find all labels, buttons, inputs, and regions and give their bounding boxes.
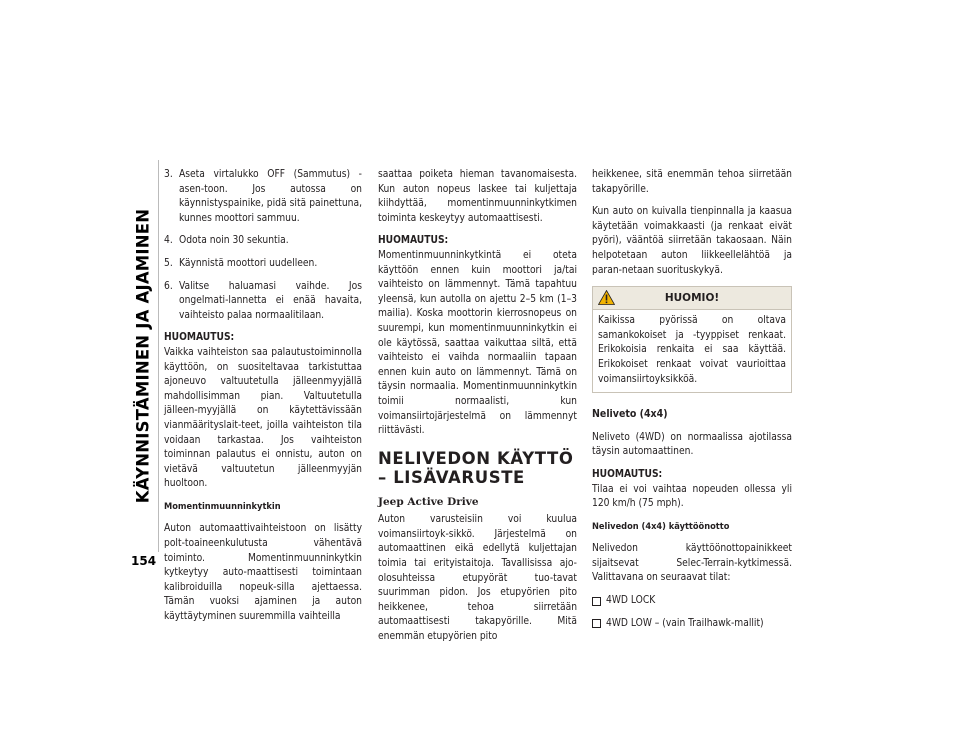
list-number: 4.: [164, 235, 173, 247]
paragraph: Nelivedon käyttöönottopainikkeet sijaitsevat Selec-Terrain-kytkimessä. Valittavana on seuraavat tilat:: [592, 543, 792, 584]
paragraph: saattaa poiketa hieman tavanomaisesta. Kun auton nopeus laskee tai kuljettaja kiihdyttää, momentinmuunninkytkimen toiminta keskeytyy automaattisesti.: [378, 169, 577, 224]
list-text: Käynnistä moottori uudelleen.: [179, 257, 318, 269]
sidebar-divider: [158, 160, 159, 552]
note-text: Momentinmuunninkytkintä ei oteta käyttöön ennen kuin moottori ja/tai vaihteisto on lämmennyt. Tämä tapahtuu yleensä, kun autolla on ajettu 2–5 km (1–3 mailia). Koska moottorin kierrosnopeus on suurempi, kun momentinmuunninkytkin ei ole käytössä, saattaa vaikuttaa siltä, että vaihteisto ei vaihda normaaliin tapaan ennen kuin auto on lämmennyt. Tämä on täysin normaalia. Momentinmuunninkytkin toimii normaalisti, kun voimansiirtojärjestelmä on lämmennyt riittävästi.: [378, 249, 577, 437]
note-text: Vaikka vaihteiston saa palautustoiminnolla käyttöön, on suositeltavaa tarkistuttaa ajoneuvo valtuutetulla jälleenmyyjällä mahdollisimman pian. Valtuutetulla jälleen-myyjällä on käytettävissään vianmäärityslait-teet, joilla vaihteiston tila voidaan tarkastaa. Jos vaihteiston toiminnan palautus ei onnistu, auton on vietävä valtuutetun jälleenmyyjän huoltoon.: [164, 346, 362, 490]
column-1: [164, 168, 362, 633]
checkbox-square-icon: [592, 619, 601, 628]
warning-box: [592, 286, 792, 393]
warning-text: Kaikissa pyörissä on oltava samankokoiset ja -tyyppiset renkaat. Erikokoisia renkaita ei saa käyttää. Erikokoiset renkaat voivat vaurioittaa voimansiirtoyksikköä.: [598, 315, 786, 385]
note-text: Tilaa ei voi vaihtaa nopeuden ollessa yli 120 km/h (75 mph).: [592, 483, 792, 510]
list-text: Valitse haluamasi vaihde. Jos ongelmati-lannetta ei enää havaita, vaihteisto palaa normaalitilaan.: [179, 280, 362, 321]
list-item: [164, 168, 362, 226]
column-2: [378, 168, 577, 653]
section-subtitle: Jeep Active Drive: [378, 495, 479, 508]
list-item: [164, 234, 362, 249]
list-text: Aseta virtalukko OFF (Sammutus) -asen-toon. Jos autossa on käynnistyspainike, pidä sitä painettuna, kunnes moottori sammuu.: [179, 169, 362, 224]
option-label: 4WD LOCK: [606, 595, 656, 607]
option-item: [592, 617, 792, 632]
list-text: Odota noin 30 sekuntia.: [179, 235, 289, 247]
note-heading: HUOMAUTUS:: [164, 332, 235, 344]
heading: Neliveto (4x4): [592, 408, 668, 421]
checkbox-square-icon: [592, 597, 601, 606]
subheading: Momentinmuunninkytkin: [164, 500, 281, 512]
note-heading: HUOMAUTUS:: [592, 468, 663, 480]
paragraph: Neliveto (4WD) on normaalissa ajotilassa täysin automaattinen.: [592, 431, 792, 458]
warning-title: HUOMIO!: [664, 292, 720, 305]
list-number: 5.: [164, 257, 173, 269]
note-heading: HUOMAUTUS:: [378, 235, 449, 247]
paragraph: heikkenee, sitä enemmän tehoa siirretään takapyörille.: [592, 169, 792, 195]
column-3: [592, 168, 792, 639]
list-item: [164, 280, 362, 324]
chapter-title: KÄYNNISTÄMINEN JA AJAMINEN: [133, 208, 153, 504]
page-number: 154: [131, 554, 157, 568]
paragraph: Auton varusteisiin voi kuulua voimansiirtoyk-sikkö. Järjestelmä on automaattinen eikä edellytä kuljettajan toimia tai erityistaitoja. Tavallisissa ajo-olosuhteissa etupyörät tuo-tavat suurimman pidon. Jos etupyörien pito heikkenee, tehoa siirretään automaattisesti takapyörille. Mitä enemmän etupyörien pito: [378, 514, 577, 643]
list-item: [164, 257, 362, 272]
list-number: 3.: [164, 169, 173, 180]
warning-header: [593, 287, 791, 310]
option-label: 4WD LOW – (vain Trailhawk-mallit): [606, 617, 764, 629]
option-item: [592, 594, 792, 609]
list-number: 6.: [164, 280, 173, 292]
paragraph: Auton automaattivaihteistoon on lisätty polt-toaineenkulutusta vähentävä toiminto. Momentinmuunninkytkin kytkeytyy auto-maattisesti toimintaan kalibroiduilla nopeuk-silla ajettaessa. Tämän vuoksi ajaminen ja auton käyttäytyminen suuremmilla vaihteilla: [164, 523, 362, 623]
paragraph: Kun auto on kuivalla tienpinnalla ja kaasua käytetään voimakkaasti (ja renkaat eivät pyöri), vääntöä siirretään takaosaan. Näin helpotetaan auton liikkeellelähtöä ja paran-netaan suorituskykyä.: [592, 206, 792, 276]
section-title: NELIVEDON KÄYTTÖ – LISÄVARUSTE: [378, 448, 574, 487]
subheading: Nelivedon (4x4) käyttöönotto: [592, 520, 730, 532]
